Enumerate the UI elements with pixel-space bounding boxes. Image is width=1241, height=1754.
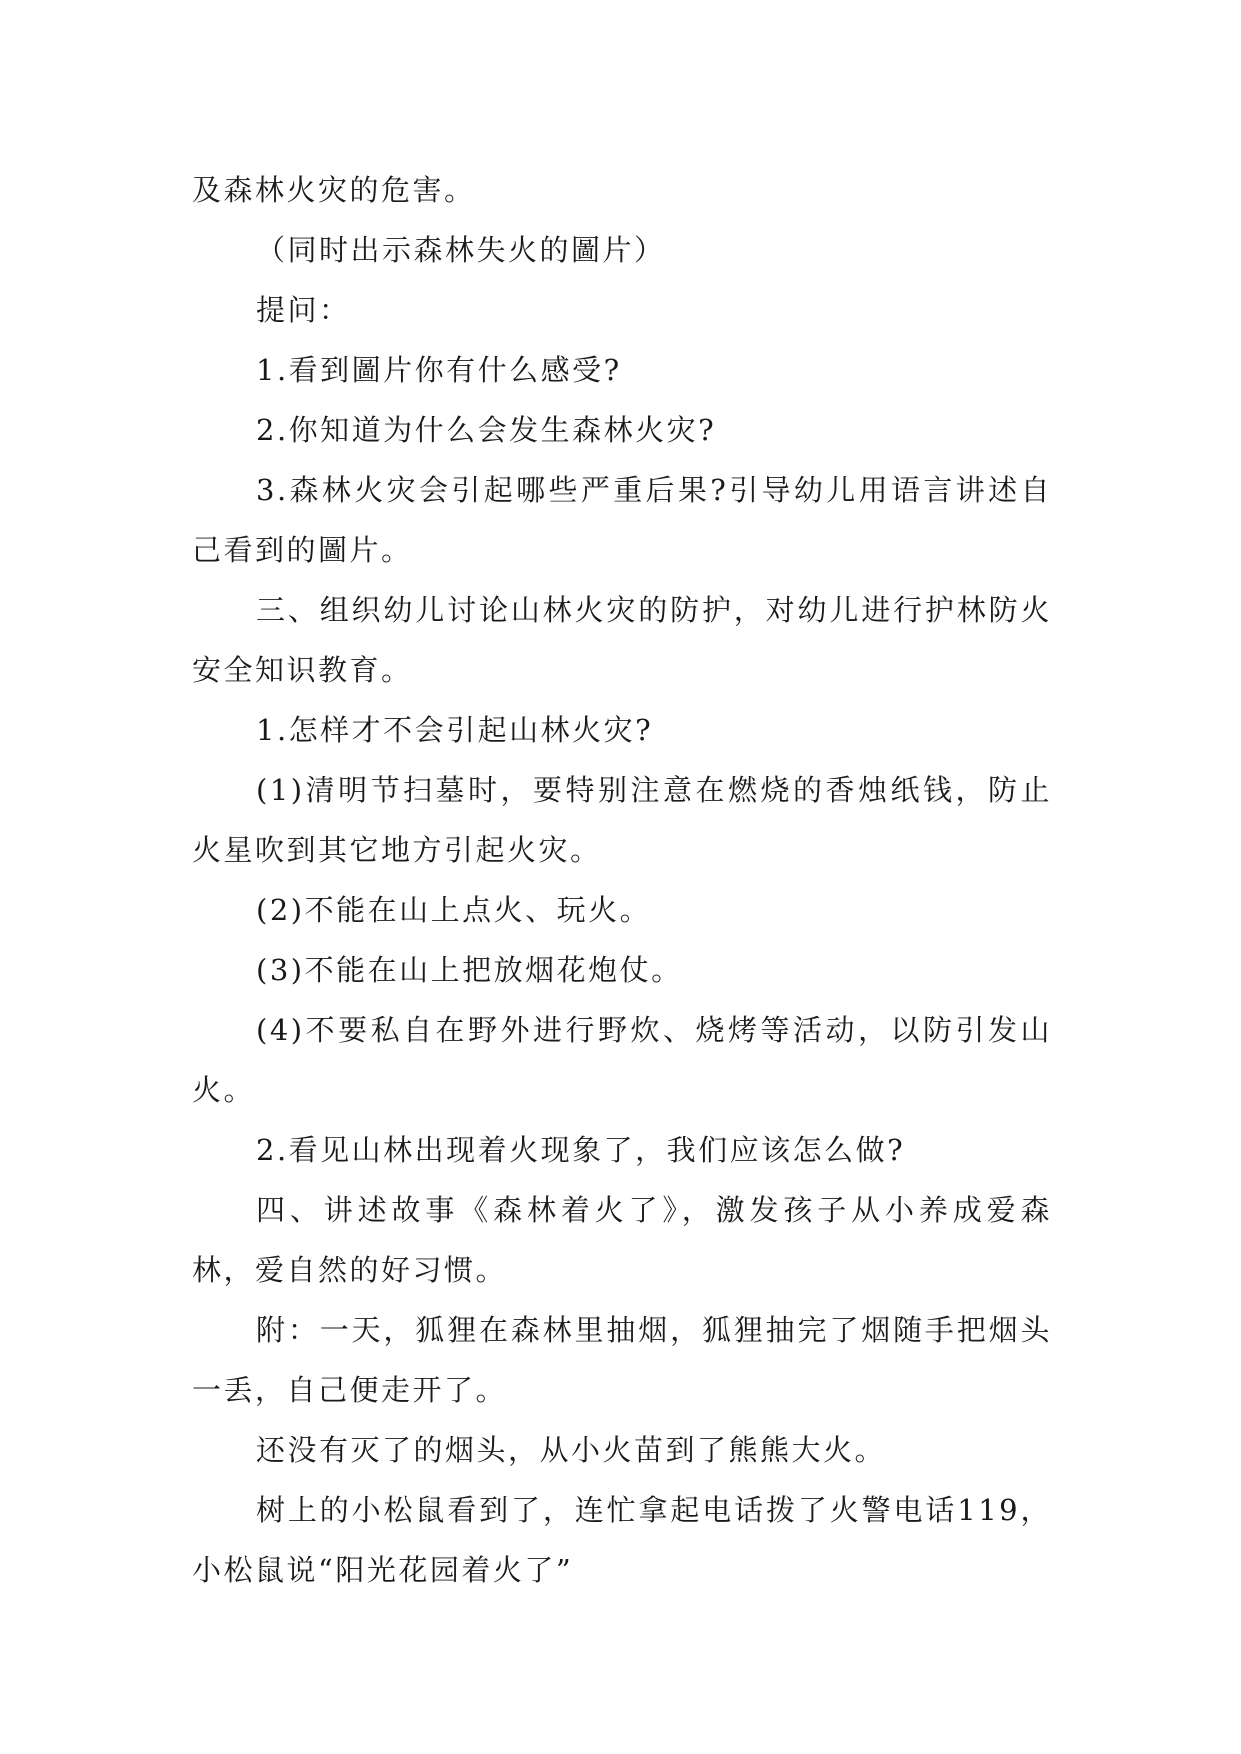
list-item: (1)清明节扫墓时，要特别注意在燃烧的香烛纸钱，防止火星吹到其它地方引起火灾。 — [192, 773, 1052, 867]
paragraph: 还没有灭了的烟头，从小火苗到了熊熊大火。 — [256, 1433, 887, 1467]
paragraph: 及森林火灾的危害。 — [192, 173, 476, 207]
paragraph: 附：一天，狐狸在森林里抽烟，狐狸抽完了烟随手把烟头一丢，自己便走开了。 — [192, 1313, 1052, 1407]
list-item: (2)不能在山上点火、玩火。 — [256, 893, 652, 927]
paragraph: 树上的小松鼠看到了，连忙拿起电话拨了火警电话119，小松鼠说“阳光花园着火了” — [192, 1493, 1052, 1587]
list-item: 2.看见山林出现着火现象了，我们应该怎么做? — [256, 1133, 906, 1167]
list-item: 1.看到圖片你有什么感受? — [256, 353, 622, 387]
list-item: 3.森林火灾会引起哪些严重后果?引导幼儿用语言讲述自己看到的圖片。 — [192, 473, 1052, 567]
section-heading: 四、讲述故事《森林着火了》，激发孩子从小养成爱森林，爱自然的好习惯。 — [192, 1193, 1052, 1287]
list-item: (3)不能在山上把放烟花炮仗。 — [256, 953, 683, 987]
section-heading: 三、组织幼儿讨论山林火灾的防护，对幼儿进行护林防火安全知识教育。 — [192, 593, 1052, 687]
list-item: 2.你知道为什么会发生森林火灾? — [256, 413, 717, 447]
paragraph: （同时出示森林失火的圖片） — [256, 233, 666, 267]
paragraph: 提问： — [256, 293, 351, 327]
document-body — [192, 160, 1052, 1600]
list-item: 1.怎样才不会引起山林火灾? — [256, 713, 654, 747]
list-item: (4)不要私自在野外进行野炊、烧烤等活动，以防引发山火。 — [192, 1013, 1052, 1107]
